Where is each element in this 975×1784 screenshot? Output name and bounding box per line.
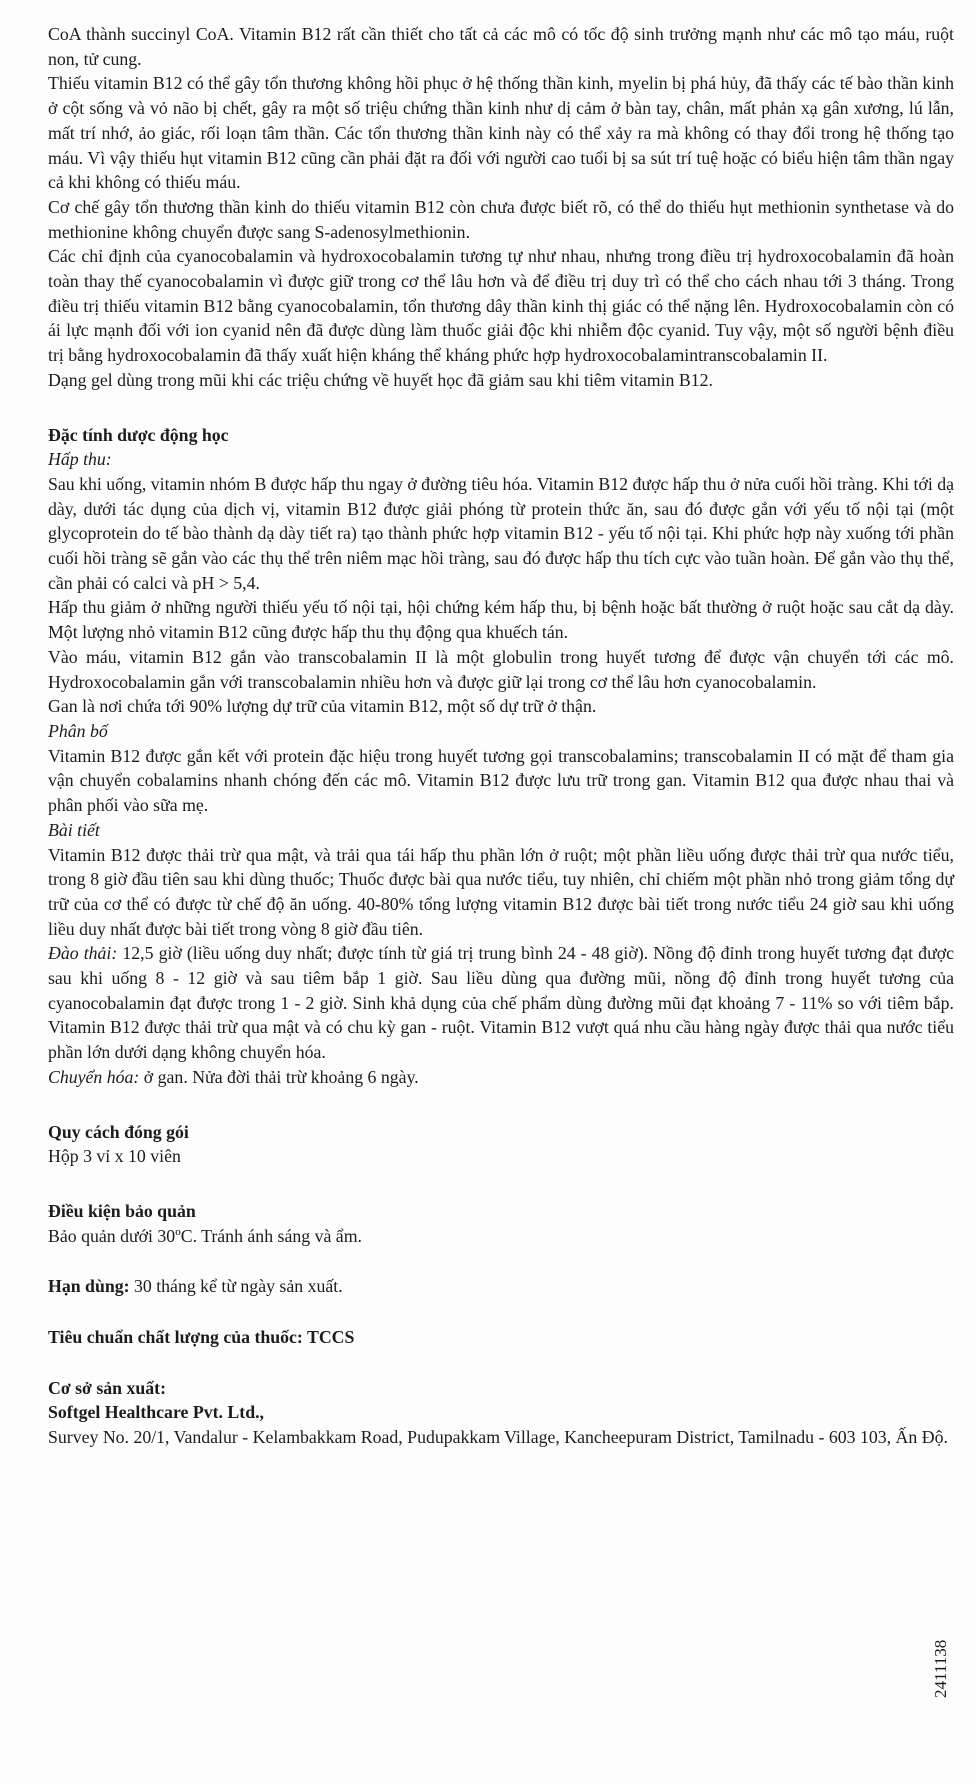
- distribution-paragraph: Vitamin B12 được gắn kết với protein đặc hiệu trong huyết tương gọi transcobalamins; transcobalamin II có mặt để tham gia vận chuyển cobalamins nhanh chóng đến các mô. Vitamin B12 được lưu trữ trong gan. Vitamin B12 qua được nhau thai và phân phối vào sữa mẹ.: [48, 745, 954, 816]
- absorption-label: Hấp thu:: [48, 449, 112, 470]
- manufacturer-address: Survey No. 20/1, Vandalur - Kelambakkam Road, Pudupakkam Village, Kancheepuram District, Tamilnadu - 603 103, Ấn Độ.: [48, 1427, 948, 1448]
- metabolism-paragraph: [48, 1065, 954, 1090]
- excretion-label: Bài tiết: [48, 819, 100, 840]
- pk-heading: Đặc tính dược động học: [48, 424, 229, 445]
- quality-standard: Tiêu chuẩn chất lượng của thuốc: TCCS: [48, 1327, 355, 1348]
- elimination-text: 12,5 giờ (liều uống duy nhất; được tính từ giá trị trung bình 24 - 48 giờ). Nồng độ đỉnh trong huyết tương đạt được sau khi uống 8 - 12 giờ và sau tiêm bắp 1 giờ. Sau liều dùng qua đường mũi, nồng độ đỉnh trong huyết tương của cyanocobalamin đạt được trong 1 - 2 giờ. Sinh khả dụng của chế phẩm dùng đường mũi đạt khoảng 7 - 11% so với tiêm bắp. Vitamin B12 được thải trừ qua mật và có chu kỳ gan - ruột. Vitamin B12 vượt quá nhu cầu hàng ngày được thải qua nước tiểu phần lớn dưới dạng không chuyển hóa.: [48, 943, 954, 1063]
- expiry-line: [48, 1274, 954, 1299]
- absorption-paragraph-4: Gan là nơi chứa tới 90% lượng dự trữ của vitamin B12, một số dự trữ ở thận.: [48, 696, 597, 717]
- manufacturer-name: Softgel Healthcare Pvt. Ltd.,: [48, 1402, 264, 1423]
- absorption-paragraph-1: Sau khi uống, vitamin nhóm B được hấp thu ngay ở đường tiêu hóa. Vitamin B12 được hấp thu ở nửa cuối hồi tràng. Khi tới dạ dày, dưới tác dụng của dịch vị, vitamin B12 được giải phóng từ protein thức ăn, sau đó được gắn với yếu tố nội tại (một glycoprotein do tế bào thành dạ dày tiết ra) tạo thành phức hợp vitamin B12 - yếu tố nội tại. Khi phức hợp này xuống tới phần cuối hồi tràng sẽ gắn vào các thụ thể trên niêm mạc hồi tràng, sau đó được hấp thu tích cực vào tuần hoàn. Để gắn vào thụ thể, cần phải có calci và pH > 5,4.: [48, 473, 954, 593]
- paragraph-mechanism: Cơ chế gây tổn thương thần kinh do thiếu vitamin B12 còn chưa được biết rõ, có thể do thiếu hụt methionin synthetase và do methionine không chuyển được sang S-adenosylmethionin.: [48, 196, 954, 242]
- excretion-paragraph: Vitamin B12 được thải trừ qua mật, và trải qua tái hấp thu phần lớn ở ruột; một phần liều uống được thải trừ qua nước tiểu, trong 8 giờ đầu tiên sau khi dùng thuốc; Thuốc được bài qua nước tiểu, tuy nhiên, chỉ chiếm một phần nhỏ trong giảm tổng dự trữ của cơ thể có được từ chế độ ăn uống. 40-80% tổng lượng vitamin B12 được bài tiết trong nước tiểu 24 giờ sau khi uống liều duy nhất được bài tiết trong vòng 8 giờ đầu tiên.: [48, 844, 954, 939]
- side-code-text: 2411138: [931, 1639, 950, 1698]
- expiry-text: 30 tháng kể từ ngày sản xuất.: [129, 1276, 343, 1297]
- paragraph-indications: Các chỉ định của cyanocobalamin và hydroxocobalamin tương tự như nhau, nhưng trong điều trị hydroxocobalamin đã hoàn toàn thay thế cyanocobalamin vì được giữ trong cơ thể lâu hơn và để điều trị duy trì có thể cho cách nhau tới 3 tháng. Trong điều trị thiếu vitamin B12 bằng cyanocobalamin, tổn thương dây thần kinh thị giác có thể nặng lên. Hydroxocobalamin còn có ái lực mạnh đối với ion cyanid nên đã được dùng làm thuốc giải độc khi nhiễm độc cyanid. Tuy vậy, một số người bệnh điều trị bằng hydroxocobalamin đã thấy xuất hiện kháng thể kháng phức hợp hydroxocobalamintranscobalamin II.: [48, 246, 954, 366]
- manufacturer-label: Cơ sở sản xuất:: [48, 1377, 167, 1398]
- elimination-label: Đào thải:: [48, 943, 118, 964]
- side-code: [930, 1590, 954, 1700]
- absorption-paragraph-3: Vào máu, vitamin B12 gắn vào transcobalamin II là một globulin trong huyết tương để được vận chuyển tới các mô. Hydroxocobalamin gắn với transcobalamin nhiều hơn và được giữ lại trong cơ thể lâu hơn cyanocobalamin.: [48, 646, 954, 692]
- distribution-label: Phân bố: [48, 720, 108, 741]
- storage-text: Bảo quản dưới 30ºC. Tránh ánh sáng và ẩm.: [48, 1225, 362, 1246]
- leaflet-content: [48, 22, 954, 1450]
- metabolism-label: Chuyển hóa:: [48, 1066, 140, 1087]
- absorption-paragraph-2: Hấp thu giảm ở những người thiếu yếu tố nội tại, hội chứng kém hấp thu, bị bệnh hoặc bất thường ở ruột hoặc sau cắt dạ dày. Một lượng nhỏ vitamin B12 cũng được hấp thu thụ động qua khuếch tán.: [48, 597, 954, 643]
- elimination-paragraph: [48, 941, 954, 1065]
- paragraph-succinyl: CoA thành succinyl CoA. Vitamin B12 rất cần thiết cho tất cả các mô có tốc độ sinh trưởng mạnh như các mô tạo máu, ruột non, tử cung.: [48, 24, 954, 69]
- packaging-heading: Quy cách đóng gói: [48, 1121, 189, 1142]
- metabolism-text: ở gan. Nửa đời thải trừ khoảng 6 ngày.: [139, 1066, 419, 1087]
- paragraph-nasal-gel: Dạng gel dùng trong mũi khi các triệu chứng về huyết học đã giảm sau khi tiêm vitamin B12.: [48, 369, 713, 390]
- packaging-text: Hộp 3 vỉ x 10 viên: [48, 1146, 181, 1167]
- paragraph-deficiency: Thiếu vitamin B12 có thể gây tổn thương không hồi phục ở hệ thống thần kinh, myelin bị phá hủy, đã thấy các tế bào thần kinh ở cột sống và vỏ não bị chết, gây ra một số triệu chứng thần kinh như dị cảm ở bàn tay, chân, mất phản xạ gân xương, lú lẫn, mất trí nhớ, ảo giác, rối loạn tâm thần. Các tổn thương thần kinh này có thể xảy ra mà không có thay đổi trong hệ thống tạo máu. Vì vậy thiếu hụt vitamin B12 cũng cần phải đặt ra đối với người cao tuổi bị sa sút trí tuệ hoặc có biểu hiện tâm thần ngay cả khi không có thiếu máu.: [48, 73, 954, 193]
- storage-heading: Điều kiện bảo quản: [48, 1200, 196, 1221]
- expiry-label: Hạn dùng:: [48, 1276, 130, 1297]
